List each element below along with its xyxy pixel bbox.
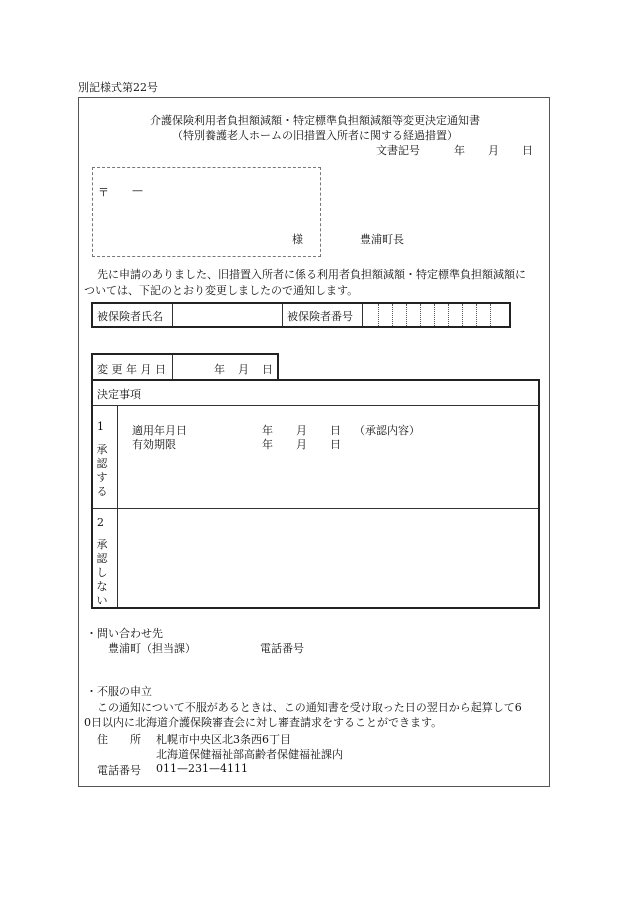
insured-number-label: 被保険者番号 <box>287 310 353 323</box>
appeal-phone-label: 電話番号 <box>97 764 141 777</box>
form-number: 別記様式第22号 <box>78 81 158 94</box>
valid-day: 日 <box>330 438 341 451</box>
inquiry-phone-label: 電話番号 <box>260 642 304 655</box>
doc-ref-label: 文書記号 <box>376 144 420 157</box>
applied-date-label: 適用年月日 <box>132 424 187 437</box>
appeal-address-label: 住 所 <box>97 733 141 746</box>
issuer: 豊浦町長 <box>360 233 404 246</box>
applied-year: 年 <box>262 424 273 437</box>
reject-number: 2 <box>97 516 104 529</box>
document-subtitle: （特別養護老人ホームの旧措置入所者に関する経過措置） <box>172 129 458 142</box>
change-date-day: 日 <box>262 363 273 376</box>
change-date-year: 年 <box>214 363 225 376</box>
valid-period-label: 有効期限 <box>132 438 176 451</box>
decision-header: 決定事項 <box>97 388 141 401</box>
applied-month: 月 <box>296 424 307 437</box>
applied-day: 日 <box>330 424 341 437</box>
intro-line-1: 先に申請のありました、旧措置入所者に係る利用者負担額減額・特定標準負担額減額に <box>97 268 526 281</box>
doc-ref-year: 年 <box>454 144 465 157</box>
change-date-label: 変 更 年 月 日 <box>97 363 166 376</box>
valid-month: 月 <box>296 438 307 451</box>
approve-number: 1 <box>97 420 104 433</box>
change-date-month: 月 <box>238 363 249 376</box>
inquiry-title: ・問い合わせ先 <box>86 627 163 640</box>
approve-label: 承認する <box>96 443 108 498</box>
postal-mark: 〒 <box>98 186 109 199</box>
doc-ref-month: 月 <box>488 144 499 157</box>
appeal-phone: 011—231—4111 <box>156 762 248 775</box>
valid-year: 年 <box>262 438 273 451</box>
decision-table <box>91 379 540 609</box>
approval-content-label: （承認内容） <box>354 424 420 437</box>
address-box <box>92 167 321 257</box>
recipient-honorific: 様 <box>292 233 303 246</box>
document-title: 介護保険利用者負担額減額・特定標準負担額減額等変更決定通知書 <box>150 114 480 127</box>
reject-label: 承認しない <box>96 538 108 607</box>
appeal-address-1: 札幌市中央区北3条西6丁目 <box>156 733 291 746</box>
appeal-text-2: 0日以内に北海道介護保険審査会に対し審査請求をすることができます。 <box>84 716 443 729</box>
insured-name-label: 被保険者氏名 <box>97 310 163 323</box>
intro-line-2: ついては、下記のとおり変更しましたので通知します。 <box>84 284 359 297</box>
appeal-address-2: 北海道保健福祉部高齢者保健福祉課内 <box>156 748 343 761</box>
postal-dash: — <box>132 184 143 197</box>
appeal-title: ・不服の申立 <box>86 685 152 698</box>
appeal-text-1: この通知について不服があるときは、この通知書を受け取った日の翌日から起算して6 <box>97 701 522 714</box>
doc-ref-day: 日 <box>522 144 533 157</box>
inquiry-dept: 豊浦町（担当課） <box>108 642 196 655</box>
